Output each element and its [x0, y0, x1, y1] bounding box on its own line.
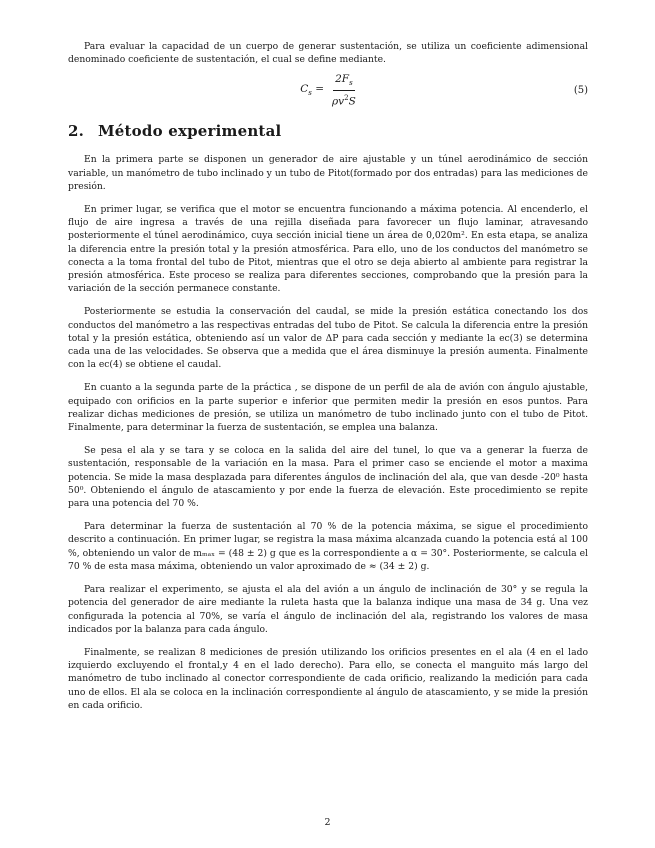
section-title: Método experimental: [98, 122, 282, 141]
section-number: 2.: [68, 122, 85, 141]
page-number: 2: [324, 817, 331, 828]
lift-coefficient-equation: [68, 72, 588, 108]
page-content: [68, 40, 588, 712]
equation-number: (5): [573, 84, 588, 96]
equation-lhs: $C_s$ =: [300, 83, 324, 98]
paragraph: Para realizar el experimento, se ajusta el ala del avión a un ángulo de inclinación de 30° y se regula la potencia del generador de aire mediante la ruleta hasta que la balanza indique una masa de 34 g. Una vez configurada la potencia al 70%, se varía el ángulo de inclinación del ala, registrando los valores de masa indicados por la balanza para cada ángulo.: [68, 584, 588, 635]
paragraph: Posteriormente se estudia la conservación del caudal, se mide la presión estática conectando los dos conductos del manómetro a las respectivas entradas del tubo de Pitot. Se calcula la diferencia entre la presión total y la presión estática, obteniendo así un valor de ΔP para cada sección y mediante la ec(3) se determina cada una de las velocidades. Se observa que a medida que el área disminuye la presión aumenta. Finalmente con la ec(4) se obtiene el caudal.: [68, 306, 588, 371]
equation-numerator: $2F_s$: [333, 73, 355, 91]
paragraph: Finalmente, se realizan 8 mediciones de presión utilizando los orificios presentes en el ala (4 en el lado izquierdo excluyendo el frontal,y 4 en el lado derecho). Para ello, se conecta el manguito más largo del manómetro de tubo inclinado al conector correspondiente de cada orificio, realizando la medición para cada uno de ellos. El ala se coloca en la inclinación correspondiente al ángulo de atascamiento, y se mide la presión en cada orificio.: [68, 646, 588, 711]
equation-fraction: [332, 73, 356, 108]
paragraph: En la primera parte se disponen un generador de aire ajustable y un túnel aerodinámico de sección variable, un manómetro de tubo inclinado y un tubo de Pitot(formado por dos entradas) para las mediciones de presión.: [68, 154, 588, 192]
equation-denominator: $\rho v^2S$: [332, 94, 356, 108]
paragraph: En cuanto a la segunda parte de la práctica , se dispone de un perfil de ala de avión con ángulo ajustable, equipado con orificios en la parte superior e inferior que permiten medir la presión en esos puntos. Para realizar dichas mediciones de presión, se utiliza un manómetro de tubo inclinado junto con el tubo de Pitot. Finalmente, para determinar la fuerza de sustentación, se emplea una balanza.: [68, 382, 588, 434]
paragraph: Para determinar la fuerza de sustentación al 70 % de la potencia máxima, se sigue el procedimiento descrito a continuación. En primer lugar, se registra la masa máxima alcanzada cuando la potencia está al 100 %, obteniendo un valor de mₘₐₓ = (48 ± 2) g que es la correspondiente a α = 30°. Posteriormente, se calcula el 70 % de esta masa máxima, obteniendo un valor aproximado de ≈ (34 ± 2) g.: [68, 521, 588, 572]
section-heading: [68, 122, 588, 140]
paragraph: En primer lugar, se verifica que el motor se encuentra funcionando a máxima potencia. Al encenderlo, el flujo de aire ingresa a través de una rejilla diseñada para favorecer un flujo laminar, atravesando posteriormente el túnel aerodinámico, cuya sección inicial tiene un área de 0,020m². En esta etapa, se analiza la diferencia entre la presión total y la presión atmosférica. Para ello, uno de los conductos del manómetro se conecta a la toma frontal del tubo de Pitot, mientras que el otro se deja abierto al ambiente para registrar la presión atmosférica. Este proceso se realiza para diferentes secciones, comprobando que la presión para la variación de la sección permanece constante.: [68, 204, 588, 295]
intro-paragraph: Para evaluar la capacidad de un cuerpo de generar sustentación, se utiliza un coeficiente adimensional denominado coeficiente de sustentación, el cual se define mediante.: [68, 41, 588, 66]
paragraph: Se pesa el ala y se tara y se coloca en la salida del aire del tunel, lo que va a generar la fuerza de sustentación, responsable de la variación en la masa. Para el primer caso se enciende el motor a maxima potencia. Se mide la masa desplazada para diferentes ángulos de inclinación del ala, que van desde -20⁰ hasta 50⁰. Obteniendo el ángulo de atascamiento y por ende la fuerza de elevación. Este procedimiento se repite para una potencia del 70 %.: [68, 445, 588, 510]
